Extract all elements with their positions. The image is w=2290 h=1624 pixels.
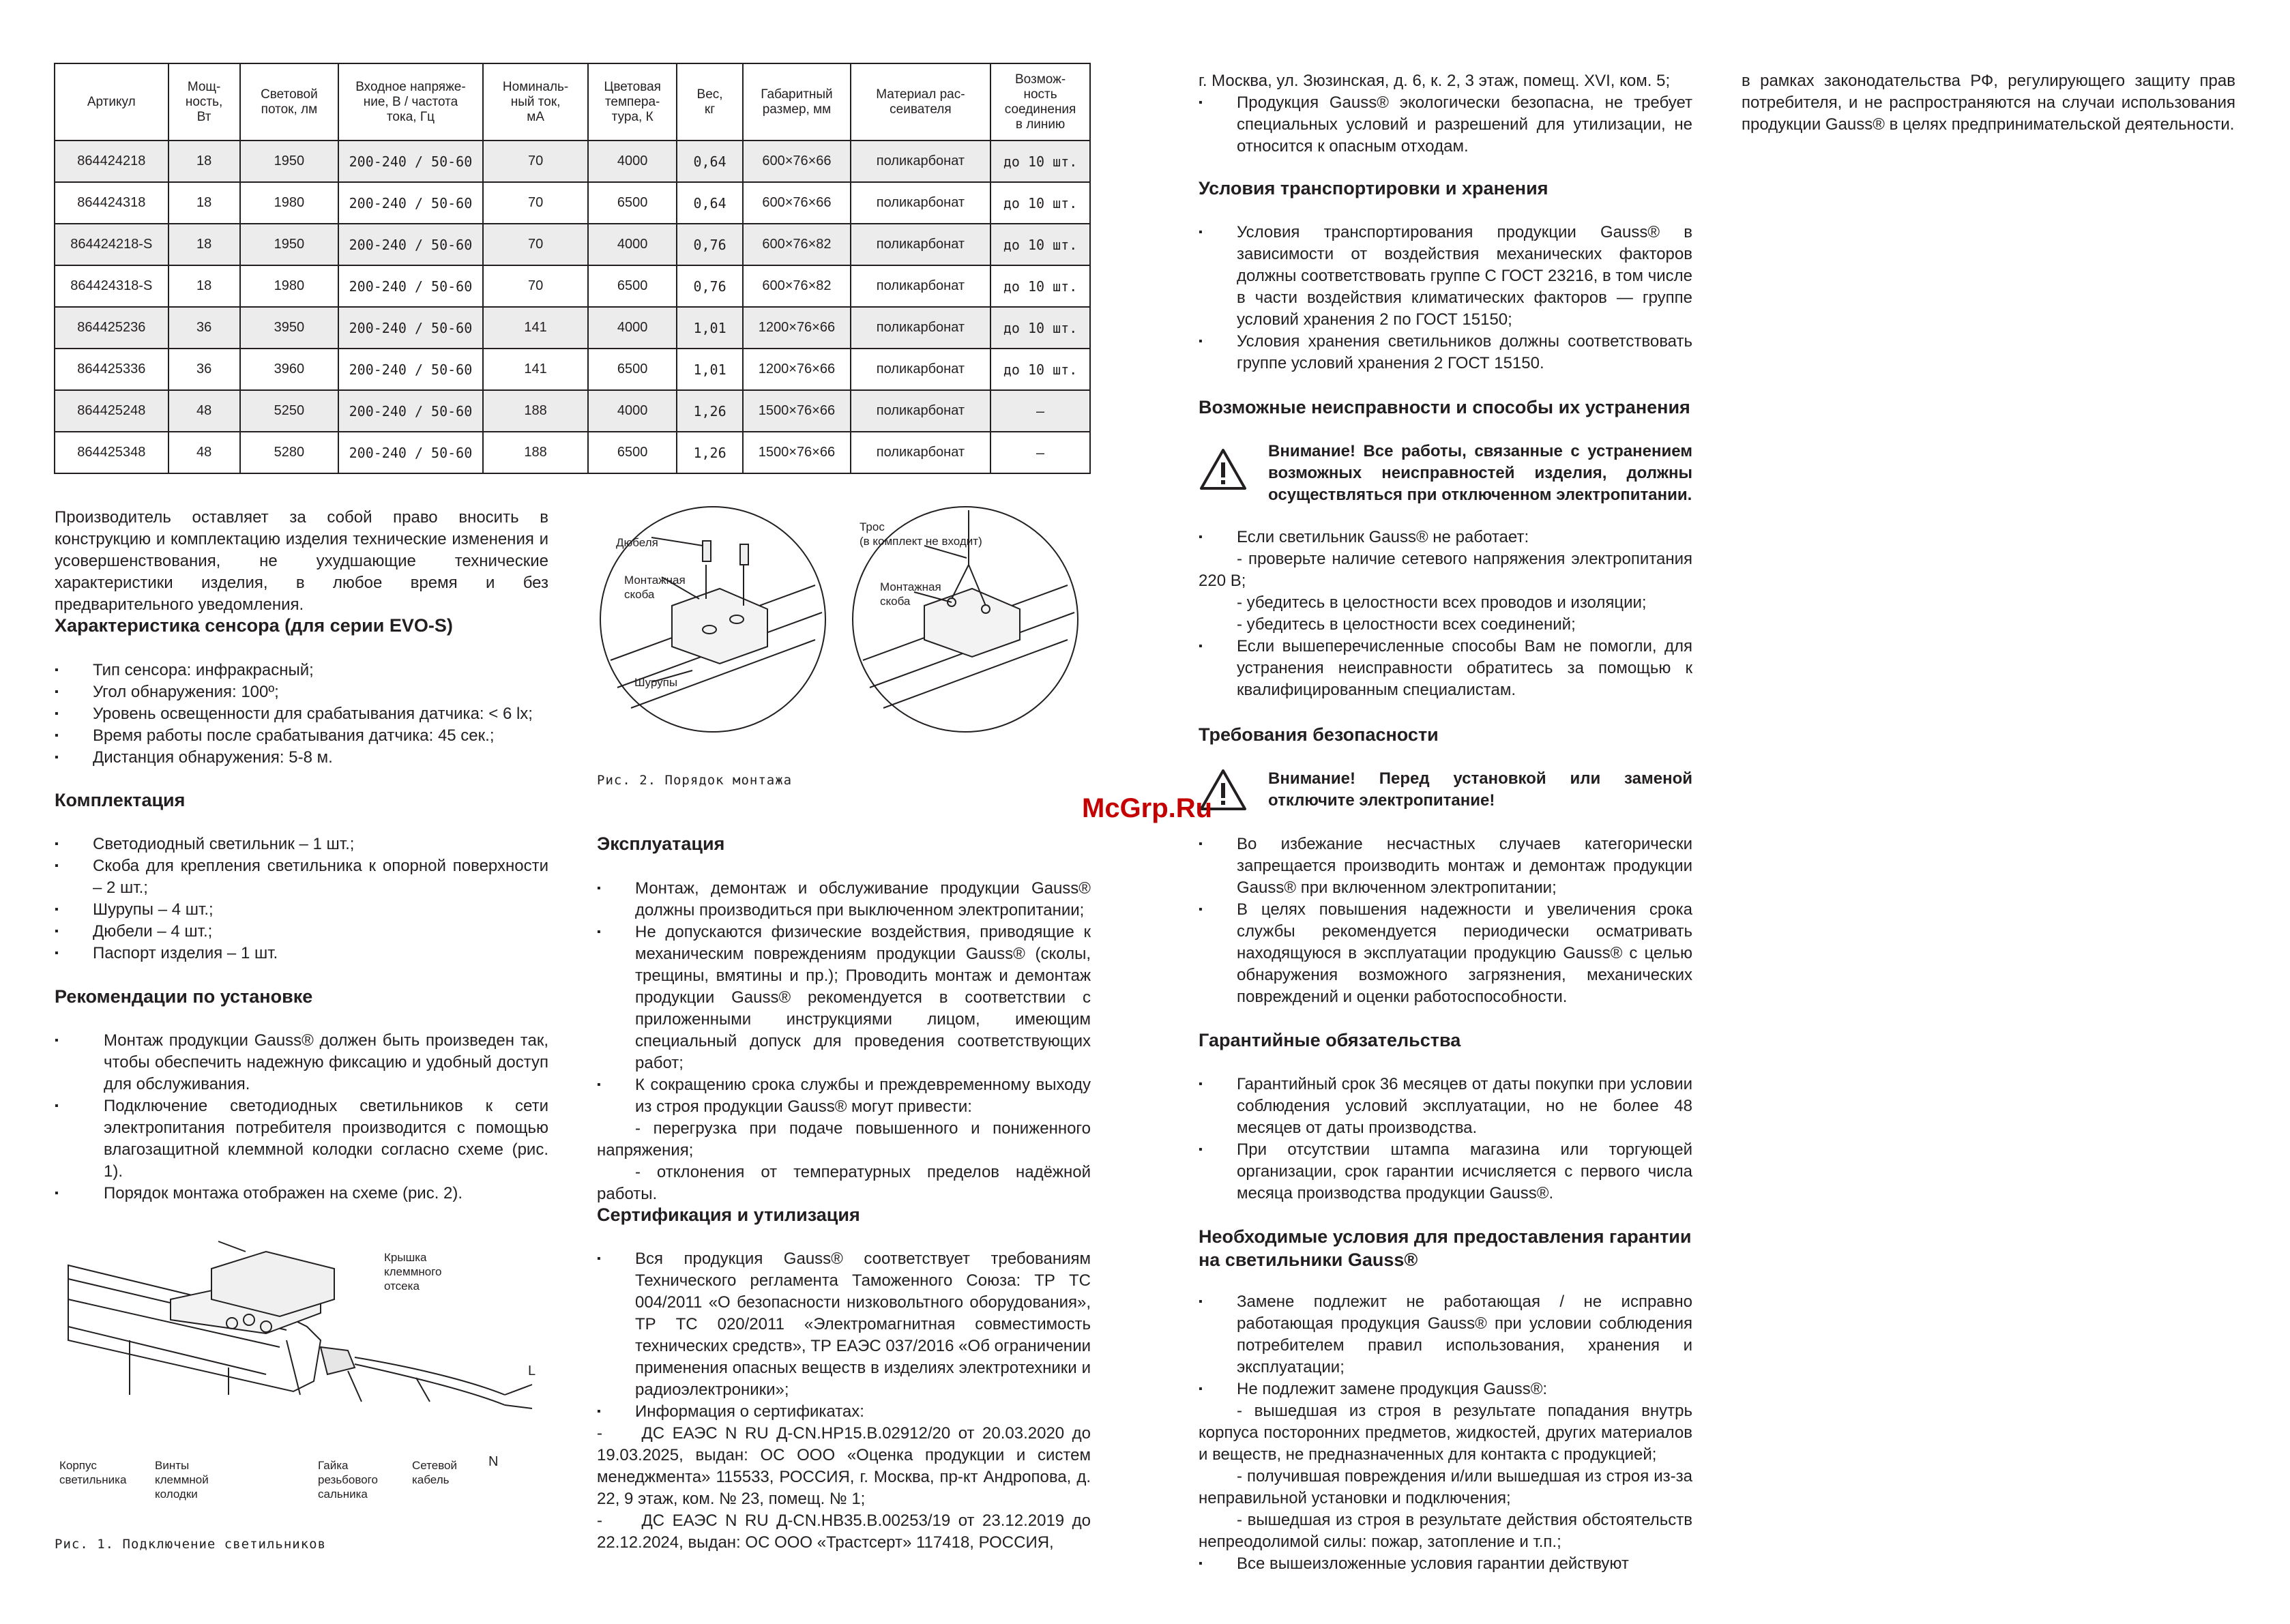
- table-cell: 600×76×82: [743, 224, 851, 265]
- table-cell: –: [990, 432, 1090, 473]
- table-header: Артикул: [55, 63, 168, 141]
- list-item: ▪ Паспорт изделия – 1 шт.: [55, 943, 548, 964]
- table-cell: до 10 шт.: [990, 349, 1090, 390]
- table-cell: поликарбонат: [851, 182, 990, 224]
- table-row: [55, 390, 1090, 432]
- address-continuation: г. Москва, ул. Зюзинская, д. 6, к. 2, 3 этаж, помещ. XVI, ком. 5;: [1199, 72, 1671, 90]
- table-header: Материал рас- сеивателя: [851, 63, 990, 141]
- list-item: ▪ Монтаж продукции Gauss® должен быть произведен так, чтобы обеспечить надежную фиксацию и удобный доступ для обслуживания.: [55, 1030, 548, 1095]
- table-header: Мощ- ность, Вт: [168, 63, 240, 141]
- table-cell: поликарбонат: [851, 432, 990, 473]
- table-cell: 864425348: [55, 432, 168, 473]
- cert-sub-item: - ДС ЕАЭС N RU Д-CN.НВ35.В.00253/19 от 23.12.2019 до 22.12.2024, выдан: ОС ООО «Трастсерт» 117418, РОССИЯ,: [597, 1511, 1096, 1552]
- table-cell: до 10 шт.: [990, 224, 1090, 265]
- table-cell: 600×76×66: [743, 182, 851, 224]
- table-cell: 18: [168, 265, 240, 307]
- safety-heading: Требования безопасности: [1199, 724, 1439, 745]
- list-item: ▪ Вся продукция Gauss® соответствует требованиям Технического регламента Таможенного Союза: ТР ТС 004/2011 «О безопасности низковольтного оборудования», ТР ТС 020/2011 «Электромагнитная совместимость технических средств», ТР ЕАЭС 037/2016 «Об ограничении применения опасных веществ в изделиях электротехники и радиоэлектроники»;: [597, 1248, 1091, 1401]
- label-body: Корпус светильника: [59, 1459, 127, 1486]
- table-cell: 1200×76×66: [743, 349, 851, 390]
- label-bracket-left: Монтажная скоба: [624, 574, 686, 601]
- table-cell: 200-240 / 50-60: [338, 182, 483, 224]
- list-item: ▪ Дистанция обнаружения: 5-8 м.: [55, 747, 548, 769]
- list-item: ▪ Подключение светодиодных светильников к сети электропитания потребителя производится с помощью влагозащитной клеммной колодки согласно схеме (рис. 1).: [55, 1095, 548, 1183]
- list-item: ▪ Информация о сертификатах:: [597, 1401, 1091, 1423]
- table-header: Входное напряже- ние, В / частота тока, Гц: [338, 63, 483, 141]
- table-row: [55, 224, 1090, 265]
- watermark: McGrp.Ru: [1082, 793, 1213, 823]
- table-cell: 200-240 / 50-60: [338, 141, 483, 182]
- table-cell: 1500×76×66: [743, 432, 851, 473]
- table-cell: 4000: [588, 224, 677, 265]
- label-cable-fig2: Трос (в комплект не входит): [860, 520, 982, 548]
- wiring-diagram-figure: [61, 1238, 553, 1501]
- safety-list: [1199, 833, 1692, 1008]
- faults-warning: [1199, 441, 1692, 506]
- list-item: ▪ Скоба для крепления светильника к опорной поверхности – 2 шт.;: [55, 855, 548, 899]
- table-row: [55, 307, 1090, 349]
- list-item: ▪ В целях повышения надежности и увеличения срока службы рекомендуется периодически осматривать находящуюся в эксплуатации продукцию Gauss® с целью обнаружения возможного загрязнения, механических повреждений и оценки работоспособности.: [1199, 899, 1692, 1008]
- table-cell: 600×76×66: [743, 141, 851, 182]
- label-bracket-right: Монтажная скоба: [880, 580, 941, 608]
- table-cell: 864424318: [55, 182, 168, 224]
- mounting-diagram-figure: [597, 503, 1088, 735]
- table-row: [55, 182, 1090, 224]
- warning-text: Внимание! Перед установкой или заменой отключите электропитание!: [1268, 769, 1692, 810]
- table-cell: 18: [168, 182, 240, 224]
- list-item: ▪ Монтаж, демонтаж и обслуживание продукции Gauss® должны производиться при выключенном электропитании;: [597, 878, 1091, 921]
- table-cell: до 10 шт.: [990, 265, 1090, 307]
- list-item: ▪ Гарантийный срок 36 месяцев от даты покупки при условии соблюдения условий эксплуатации, но не более 48 месяцев от даты производства.: [1199, 1074, 1692, 1139]
- table-cell: поликарбонат: [851, 141, 990, 182]
- list-item: ▪ Если светильник Gauss® не работает:: [1199, 527, 1692, 548]
- table-cell: до 10 шт.: [990, 182, 1090, 224]
- table-row: [55, 432, 1090, 473]
- table-cell: 600×76×82: [743, 265, 851, 307]
- operation-sub-item: - отклонения от температурных пределов надёжной работы.: [597, 1163, 1091, 1203]
- list-item: ▪ Дюбели – 4 шт.;: [55, 921, 548, 943]
- table-header: Цветовая темпера- тура, К: [588, 63, 677, 141]
- label-screws: Винты клеммной колодки: [155, 1459, 209, 1501]
- safety-warning: [1199, 768, 1692, 812]
- list-item: ▪ Не подлежит замене продукция Gauss®:: [1199, 1378, 1692, 1400]
- list-item: ▪ Порядок монтажа отображен на схеме (рис. 2).: [55, 1183, 548, 1205]
- warning-text: Внимание! Все работы, связанные с устранением возможных неисправностей изделия, должны осуществляться при отключенном электропитании.: [1268, 442, 1692, 504]
- table-cell: 141: [483, 307, 589, 349]
- list-item: ▪ Тип сенсора: инфракрасный;: [55, 660, 548, 681]
- table-cell: 0,64: [677, 141, 743, 182]
- table-cell: 4000: [588, 390, 677, 432]
- operation-section: [597, 878, 1091, 1205]
- kit-heading: Комплектация: [55, 790, 186, 810]
- table-cell: 1950: [240, 141, 338, 182]
- table-row: [55, 265, 1090, 307]
- table-cell: 3950: [240, 307, 338, 349]
- table-header: Габаритный размер, мм: [743, 63, 851, 141]
- list-item: ▪ К сокращению срока службы и преждевременному выходу из строя продукции Gauss® могут привести:: [597, 1074, 1091, 1118]
- cert-heading: Сертификация и утилизация: [597, 1205, 860, 1225]
- sensor-list: [55, 660, 548, 769]
- list-item: ▪ При отсутствии штампа магазина или торгующей организации, срок гарантии исчисляется с первого числа месяца производства продукции Gauss®.: [1199, 1139, 1692, 1205]
- table-cell: 1980: [240, 182, 338, 224]
- conditions-section: [1199, 1291, 1692, 1575]
- table-cell: до 10 шт.: [990, 307, 1090, 349]
- list-item: ▪ Во избежание несчастных случаев категорически запрещается производить монтаж и демонтаж продукции Gauss® при включенном электропитании;: [1199, 833, 1692, 899]
- table-cell: 70: [483, 265, 589, 307]
- list-item: ▪ Если вышеперечисленные способы Вам не помогли, для устранения неисправности обратитесь за помощью к квалифицированным специалистам.: [1199, 636, 1692, 701]
- table-cell: 6500: [588, 182, 677, 224]
- table-cell: 864424218-S: [55, 224, 168, 265]
- table-header: Номиналь- ный ток, мА: [483, 63, 589, 141]
- table-cell: 4000: [588, 307, 677, 349]
- label-dowels: Дюбеля: [616, 536, 658, 549]
- conditions-sub-item: - вышедшая из строя в результате действия обстоятельств непреодолимой силы: пожар, затопление и т.п.;: [1199, 1511, 1692, 1551]
- conditions-sub-item: - получившая повреждения и/или вышедшая из строя из-за неправильной установки и подключения;: [1199, 1467, 1692, 1507]
- label-cover: Крышка клеммного отсека: [384, 1251, 442, 1293]
- table-cell: 18: [168, 141, 240, 182]
- table-header: Световой поток, лм: [240, 63, 338, 141]
- table-header-row: [55, 63, 1090, 141]
- table-cell: 188: [483, 432, 589, 473]
- list-item: ▪ Не допускаются физические воздействия, приводящие к механическим повреждениям продукции Gauss® (сколы, трещины, вмятины и пр.); Проводить монтаж и демонтаж продукции Gauss® рекомендуется в соответствии с приложенными инструкциями лицом, имеющим специальный допуск для проведения соответствующих работ;: [597, 921, 1091, 1074]
- operation-sub-item: - перегрузка при подаче повышенного и пониженного напряжения;: [597, 1119, 1091, 1160]
- faults-sub-item: - убедитесь в целостности всех соединений;: [1237, 615, 1576, 634]
- table-cell: 0,76: [677, 224, 743, 265]
- cert-section: [597, 1248, 1096, 1554]
- conditions-sub-item: - вышедшая из строя в результате попадания внутрь корпуса посторонних предметов, жидкостей, других материалов и веществ, не предназначенных для контакта с продукцией;: [1199, 1402, 1692, 1464]
- table-cell: 1,26: [677, 432, 743, 473]
- table-cell: 4000: [588, 141, 677, 182]
- table-cell: 70: [483, 141, 589, 182]
- table-cell: 1,01: [677, 307, 743, 349]
- table-cell: 0,76: [677, 265, 743, 307]
- table-cell: 200-240 / 50-60: [338, 224, 483, 265]
- table-cell: поликарбонат: [851, 224, 990, 265]
- table-cell: 6500: [588, 349, 677, 390]
- table-cell: 200-240 / 50-60: [338, 432, 483, 473]
- faults-section: [1199, 527, 1692, 701]
- kit-list: [55, 833, 548, 964]
- table-cell: 0,64: [677, 182, 743, 224]
- faults-heading: Возможные неисправности и способы их устранения: [1199, 397, 1690, 417]
- install-list: [55, 1030, 548, 1205]
- label-l: L: [528, 1363, 536, 1378]
- list-item: ▪ Угол обнаружения: 100º;: [55, 681, 548, 703]
- table-cell: 3960: [240, 349, 338, 390]
- faults-sub-item: - проверьте наличие сетевого напряжения электропитания 220 В;: [1199, 550, 1692, 590]
- sensor-heading: Характеристика сенсора (для серии EVO-S): [55, 615, 453, 636]
- table-cell: 36: [168, 307, 240, 349]
- table-cell: 70: [483, 182, 589, 224]
- table-header: Возмож- ность соединения в линию: [990, 63, 1090, 141]
- operation-heading: Эксплуатация: [597, 833, 725, 854]
- list-item: ▪ Светодиодный светильник – 1 шт.;: [55, 833, 548, 855]
- list-item: ▪ Уровень освещенности для срабатывания датчика: < 6 lx;: [55, 703, 548, 725]
- transport-list: [1199, 222, 1692, 374]
- list-item: ▪ Замене подлежит не работающая / не исправно работающая продукция Gauss® при условии соблюдения потребителем правил использования, хранения и эксплуатации;: [1199, 1291, 1692, 1378]
- fig1-caption: Рис. 1. Подключение светильников: [55, 1537, 327, 1552]
- table-cell: 141: [483, 349, 589, 390]
- col3-continuation: [1199, 70, 1692, 158]
- list-item: ▪ Все вышеизложенные условия гарантии действуют: [1199, 1553, 1692, 1575]
- table-cell: 200-240 / 50-60: [338, 265, 483, 307]
- table-cell: 864424318-S: [55, 265, 168, 307]
- table-cell: 48: [168, 432, 240, 473]
- table-cell: 36: [168, 349, 240, 390]
- table-cell: 188: [483, 390, 589, 432]
- warning-icon: [1199, 447, 1248, 491]
- table-cell: 48: [168, 390, 240, 432]
- table-header: Вес, кг: [677, 63, 743, 141]
- table-cell: 1200×76×66: [743, 307, 851, 349]
- table-row: [55, 141, 1090, 182]
- table-cell: 6500: [588, 265, 677, 307]
- table-cell: 200-240 / 50-60: [338, 390, 483, 432]
- table-row: [55, 349, 1090, 390]
- transport-heading: Условия транспортировки и хранения: [1199, 178, 1548, 198]
- table-cell: поликарбонат: [851, 349, 990, 390]
- table-cell: 70: [483, 224, 589, 265]
- label-n: N: [488, 1454, 499, 1469]
- table-cell: 864424218: [55, 141, 168, 182]
- intro-paragraph: Производитель оставляет за собой право вносить в конструкцию и комплектацию изделия технические изменения и усовершенствования, не ухудшающие технические характеристики изделия, в любое время и без предварительного уведомления.: [55, 508, 548, 614]
- table-cell: 5280: [240, 432, 338, 473]
- table-cell: 1,01: [677, 349, 743, 390]
- table-cell: поликарбонат: [851, 390, 990, 432]
- table-cell: –: [990, 390, 1090, 432]
- faults-sub-item: - убедитесь в целостности всех проводов и изоляции;: [1237, 593, 1647, 612]
- warranty-heading: Гарантийные обязательства: [1199, 1030, 1461, 1050]
- list-item: ▪ Условия транспортирования продукции Gauss® в зависимости от воздействия механических факторов должны соответствовать группе С ГОСТ 23216, в том числе в части воздействия климатических факторов — группе условий хранения 2 по ГОСТ 15150;: [1199, 222, 1692, 331]
- list-item: ▪ Продукция Gauss® экологически безопасна, не требует специальных условий и разрешений для утилизации, не относится к опасным отходам.: [1199, 92, 1692, 158]
- table-cell: 18: [168, 224, 240, 265]
- table-cell: 1980: [240, 265, 338, 307]
- table-cell: поликарбонат: [851, 265, 990, 307]
- table-cell: 864425248: [55, 390, 168, 432]
- table-cell: 200-240 / 50-60: [338, 307, 483, 349]
- table-cell: 1500×76×66: [743, 390, 851, 432]
- table-cell: 5250: [240, 390, 338, 432]
- install-heading: Рекомендации по установке: [55, 986, 313, 1007]
- conditions-heading: Необходимые условия для предоставления гарантии на светильники Gauss®: [1199, 1226, 1692, 1270]
- spec-table: [54, 63, 1091, 474]
- list-item: ▪ Условия хранения светильников должны соответствовать группе условий хранения 2 ГОСТ 15150.: [1199, 331, 1692, 374]
- warranty-list: [1199, 1074, 1692, 1205]
- table-cell: 6500: [588, 432, 677, 473]
- list-item: ▪ Время работы после срабатывания датчика: 45 сек.;: [55, 725, 548, 747]
- table-cell: поликарбонат: [851, 307, 990, 349]
- table-cell: 864425336: [55, 349, 168, 390]
- table-cell: до 10 шт.: [990, 141, 1090, 182]
- col4-continuation: в рамках законодательства РФ, регулирующего защиту прав потребителя, и не распространяются на случаи использования продукции Gauss® в целях предпринимательской деятельности.: [1742, 72, 2235, 134]
- table-cell: 1,26: [677, 390, 743, 432]
- table-cell: 1950: [240, 224, 338, 265]
- table-cell: 864425236: [55, 307, 168, 349]
- table-cell: 200-240 / 50-60: [338, 349, 483, 390]
- label-nut: Гайка резьбового сальника: [318, 1459, 378, 1501]
- cert-sub-item: - ДС ЕАЭС N RU Д-CN.НР15.В.02912/20 от 20.03.2020 до 19.03.2025, выдан: ОС ООО «Оценка продукции и систем менеджмента» 115533, РОССИЯ, г. Москва, пр-кт Андропова, д. 22, 9 этаж, ком. № 23, помещ. № 1;: [597, 1424, 1096, 1508]
- label-cable: Сетевой кабель: [412, 1459, 458, 1486]
- list-item: ▪ Шурупы – 4 шт.;: [55, 899, 548, 921]
- fig2-caption: Рис. 2. Порядок монтажа: [597, 773, 793, 788]
- label-screws-fig2: Шурупы: [634, 676, 678, 689]
